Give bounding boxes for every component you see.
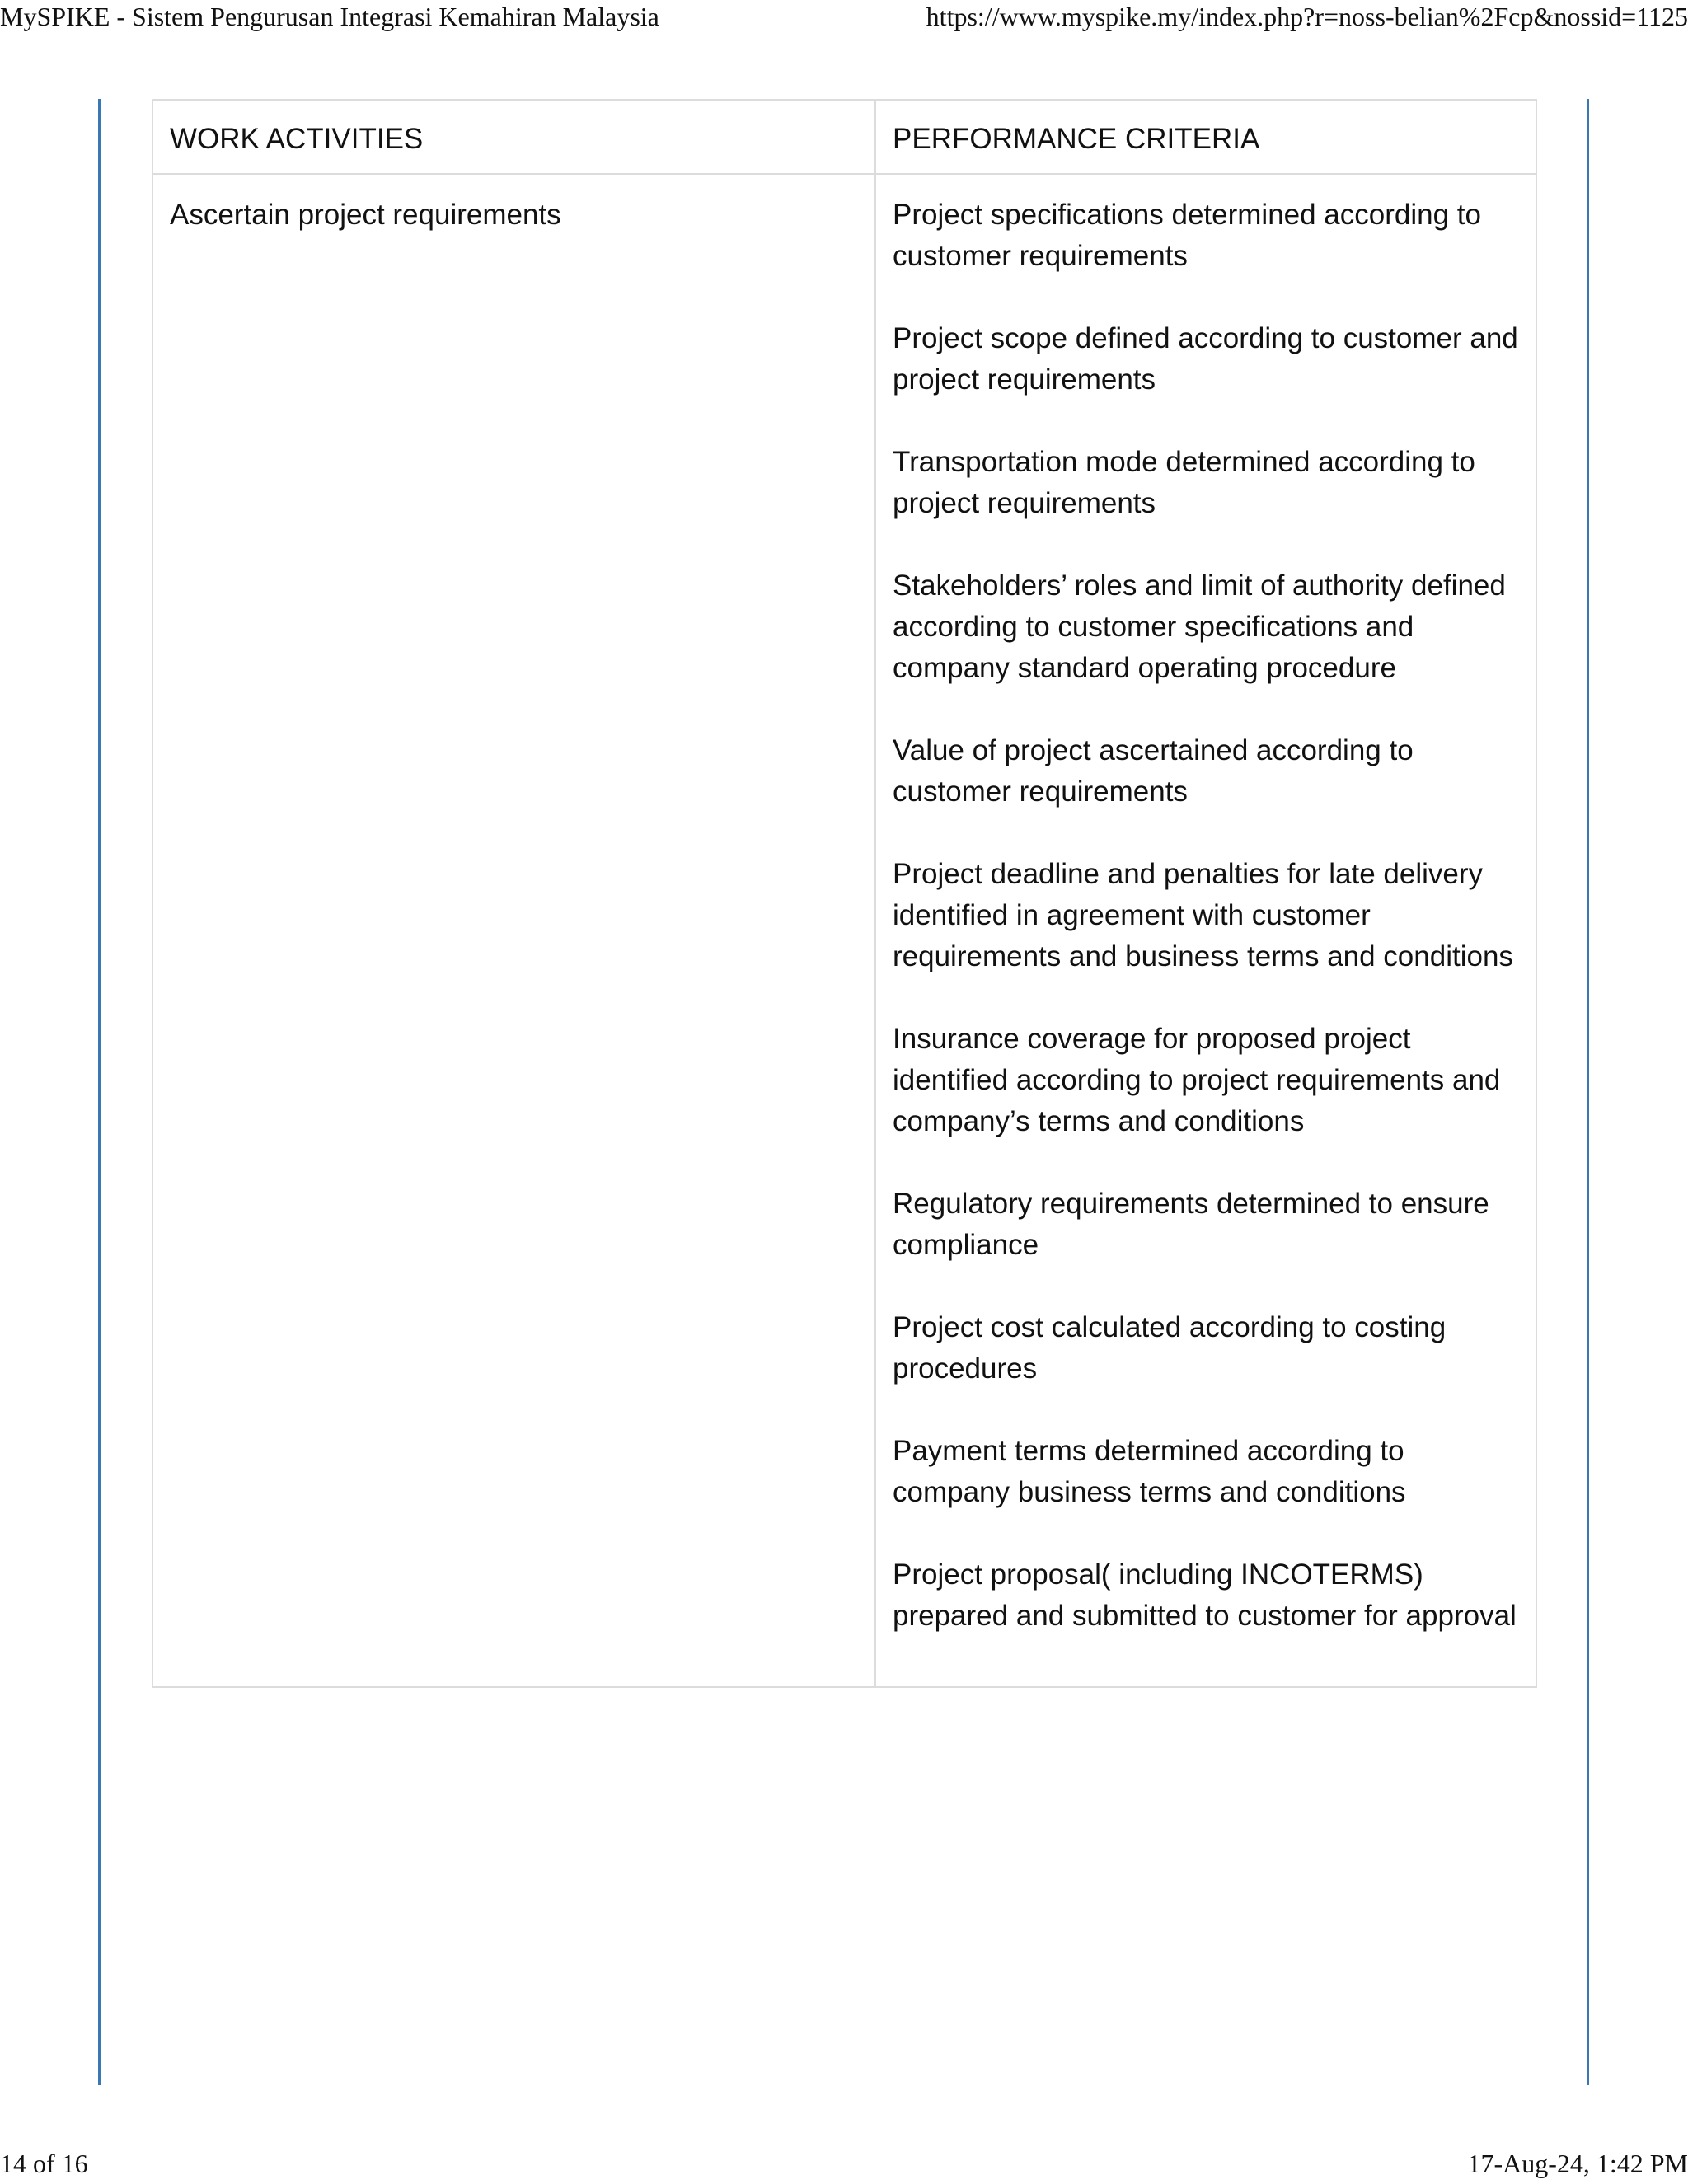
page-number: 14 of 16 xyxy=(0,2149,88,2178)
criteria-item: Value of project ascertained according to customer requirements xyxy=(893,734,1414,808)
criteria-item: Project scope defined according to customer and project requirements xyxy=(893,322,1518,396)
criteria-item: Project deadline and penalties for late delivery identified in agreement with customer requirements and business terms and conditions xyxy=(893,858,1513,972)
header-performance-criteria: PERFORMANCE CRITERIA xyxy=(875,100,1536,174)
page-title: MySPIKE - Sistem Pengurusan Integrasi Kemahiran Malaysia xyxy=(0,2,659,31)
left-border-rule xyxy=(98,99,101,2085)
criteria-item: Project specifications determined according to customer requirements xyxy=(893,199,1481,272)
print-timestamp: 17-Aug-24, 1:42 PM xyxy=(1467,2149,1688,2178)
criteria-item: Stakeholders’ roles and limit of authority defined according to customer specifications and company standard operating procedure xyxy=(893,569,1506,684)
work-activities-table xyxy=(152,99,1537,1688)
criteria-item: Insurance coverage for proposed project identified according to project requirements and company’s terms and conditions xyxy=(893,1023,1501,1137)
work-activity-cell: Ascertain project requirements xyxy=(152,174,875,1687)
table-row xyxy=(152,174,1536,1687)
performance-criteria-cell xyxy=(875,174,1536,1687)
criteria-item: Regulatory requirements determined to ensure compliance xyxy=(893,1188,1489,1261)
print-header xyxy=(0,0,1688,36)
criteria-item: Payment terms determined according to company business terms and conditions xyxy=(893,1435,1406,1508)
right-border-rule xyxy=(1587,99,1589,2085)
table-header-row xyxy=(152,100,1536,174)
header-work-activities: WORK ACTIVITIES xyxy=(152,100,875,174)
criteria-item: Project cost calculated according to costing procedures xyxy=(893,1311,1447,1385)
criteria-item: Project proposal( including INCOTERMS) prepared and submitted to customer for approval xyxy=(893,1558,1517,1632)
criteria-list xyxy=(893,194,1519,1637)
print-footer xyxy=(0,2147,1688,2184)
page-url[interactable]: https://www.myspike.my/index.php?r=noss-belian%2Fcp&nossid=1125 xyxy=(926,2,1688,31)
criteria-item: Transportation mode determined according to project requirements xyxy=(893,446,1475,519)
